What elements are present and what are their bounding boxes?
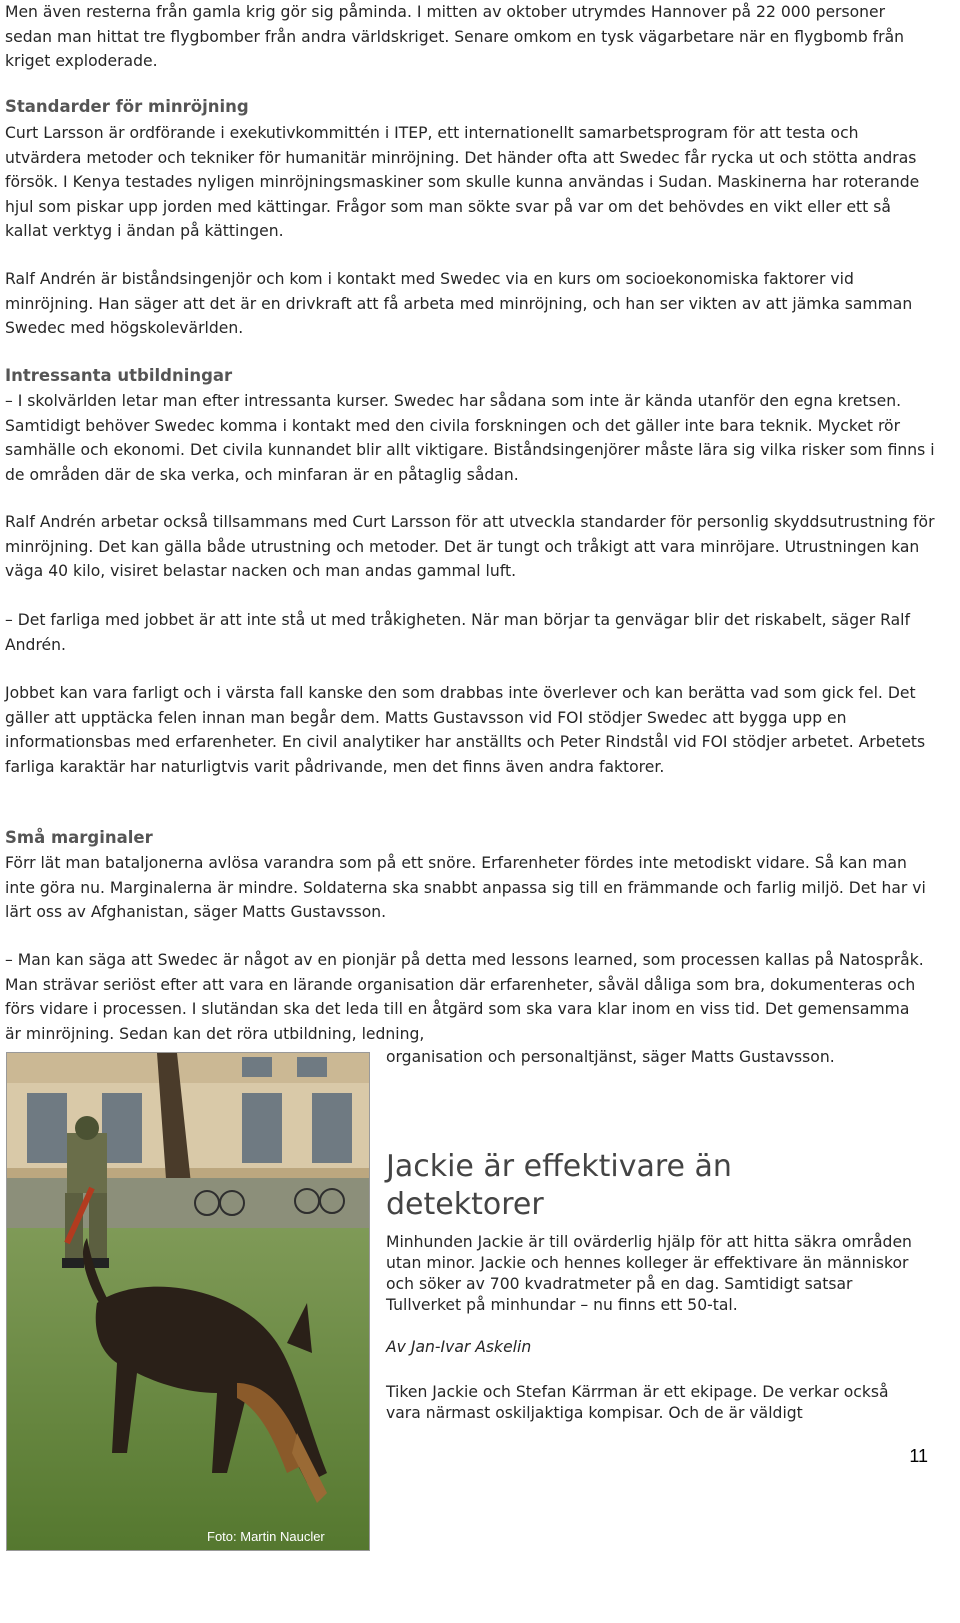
sidebar-intro: Minhunden Jackie är till ovärderlig hjälp för att hitta säkra områden utan minor. Jackie och hennes kolleger är effektivare än människor och söker av 700 kvadratmeter på en dag. Samtidigt satsar Tullverket på minhundar – nu finns ett 50-tal. <box>386 1233 912 1314</box>
paragraph-bataljonerna: Förr lät man bataljonerna avlösa varandra som på ett snöre. Erfarenheter fördes inte metodiskt vidare. Så kan man inte göra nu. Marginalerna är mindre. Soldaterna ska snabbt anpassa sig till en främmande och farlig miljö. Det har vi lärt oss av Afghanistan, säger Matts Gustavsson. <box>5 854 926 921</box>
paragraph-itep: Curt Larsson är ordförande i exekutivkommittén i ITEP, ett internationellt samarbetsprogram för att testa och utvärdera metoder och tekniker för humanitär minröjning. Det händer ofta att Swedec får rycka ut och stötta andras försök. I Kenya testades nyligen minröjningsmaskiner som skulle kunna användas i Sudan. Maskinerna har roterande hjul som piskar upp jorden med kättingar. Frågor som man sökte svar på var om det behövdes en vikt eller ett så kallat verktyg i ändan på kättingen. <box>5 124 920 240</box>
paragraph-ralf-andren: Ralf Andrén är biståndsingenjör och kom i kontakt med Swedec via en kurs om socioekonomiska faktorer vid minröjning. Han säger att det är en drivkraft att få arbeta med minröjning, och han ser vikten av att jämka samman Swedec med högskolevärlden. <box>5 270 913 337</box>
paragraph-jobbet: Jobbet kan vara farligt och i värsta fall kanske den som drabbas inte överlever och kan berätta vad som gick fel. Det gäller att upptäcka felen innan man begår dem. Matts Gustavsson vid FOI stödjer Swedec att bygga upp en informationsbas med erfarenheter. En civil analytiker har anställts och Peter Rindstål vid FOI stödjer arbetet. Arbetets farliga karaktär har naturligtvis varit pådrivande, men det finns även andra faktorer. <box>5 684 926 776</box>
paragraph-hannover: Men även resterna från gamla krig gör sig påminda. I mitten av oktober utrymdes Hannover på 22 000 personer sedan man hittat tre flygbomber från andra världskriget. Senare omkom en tysk vägarbetare när en flygbomb från kriget exploderade. <box>5 3 905 70</box>
dog-photo <box>6 1052 370 1551</box>
paragraph-pionjar: – Man kan säga att Swedec är något av en pionjär på detta med lessons learned, som processen kallas på Natospråk. Man strävar seriöst efter att vara en lärande organisation där erfarenheter, såväl dåliga som bra, dokumenteras och förs vidare i processen. I slutändan ska det leda till en åtgärd som ska vara klar inom en viss tid. Det gemensamma är minröjning. Sedan kan det röra utbildning, ledning, <box>5 951 924 1043</box>
paragraph-skyddsutrustning: Ralf Andrén arbetar också tillsammans med Curt Larsson för att utveckla standarder för personlig skyddsutrustning för minröjning. Det kan gälla både utrustning och metoder. Det är tungt och tråkigt att vara minröjare. Utrustningen kan väga 40 kilo, visiret belastar nacken och man andas gammal luft. <box>5 513 935 580</box>
paragraph-farliga: – Det farliga med jobbet är att inte stå ut med tråkigheten. När man börjar ta genvägar blir det riskabelt, säger Ralf Andrén. <box>5 611 910 654</box>
sidebar-title: Jackie är effektivare än detektorer <box>386 1149 732 1222</box>
paragraph-pionjar-end: organisation och personaltjänst, säger Matts Gustavsson. <box>386 1048 835 1066</box>
heading-utbildningar: Intressanta utbildningar <box>5 366 233 385</box>
dog-photo-illustration <box>7 1053 369 1550</box>
paragraph-skolvarlden: – I skolvärlden letar man efter intressanta kurser. Swedec har sådana som inte är kända utanför den egna kretsen. Samtidigt behöver Swedec komma i kontakt med den civila forskningen och det gäller inte bara teknik. Mycket rör samhälle och ekonomi. Det civila kunnandet blir allt viktigare. Biståndsingenjörer måste lära sig vilka risker som finns i de områden där de ska verka, och minfaran är en påtaglig sådan. <box>5 392 935 484</box>
sidebar-body: Tiken Jackie och Stefan Kärrman är ett ekipage. De verkar också vara närmast oskiljaktiga kompisar. Och de är väldigt <box>386 1383 889 1422</box>
heading-marginaler: Små marginaler <box>5 828 153 847</box>
sidebar-byline: Av Jan-Ivar Askelin <box>386 1338 532 1356</box>
photo-credit: Foto: Martin Naucler <box>207 1529 325 1544</box>
heading-standarder: Standarder för minröjning <box>5 97 249 116</box>
page-number: 11 <box>909 1446 928 1466</box>
